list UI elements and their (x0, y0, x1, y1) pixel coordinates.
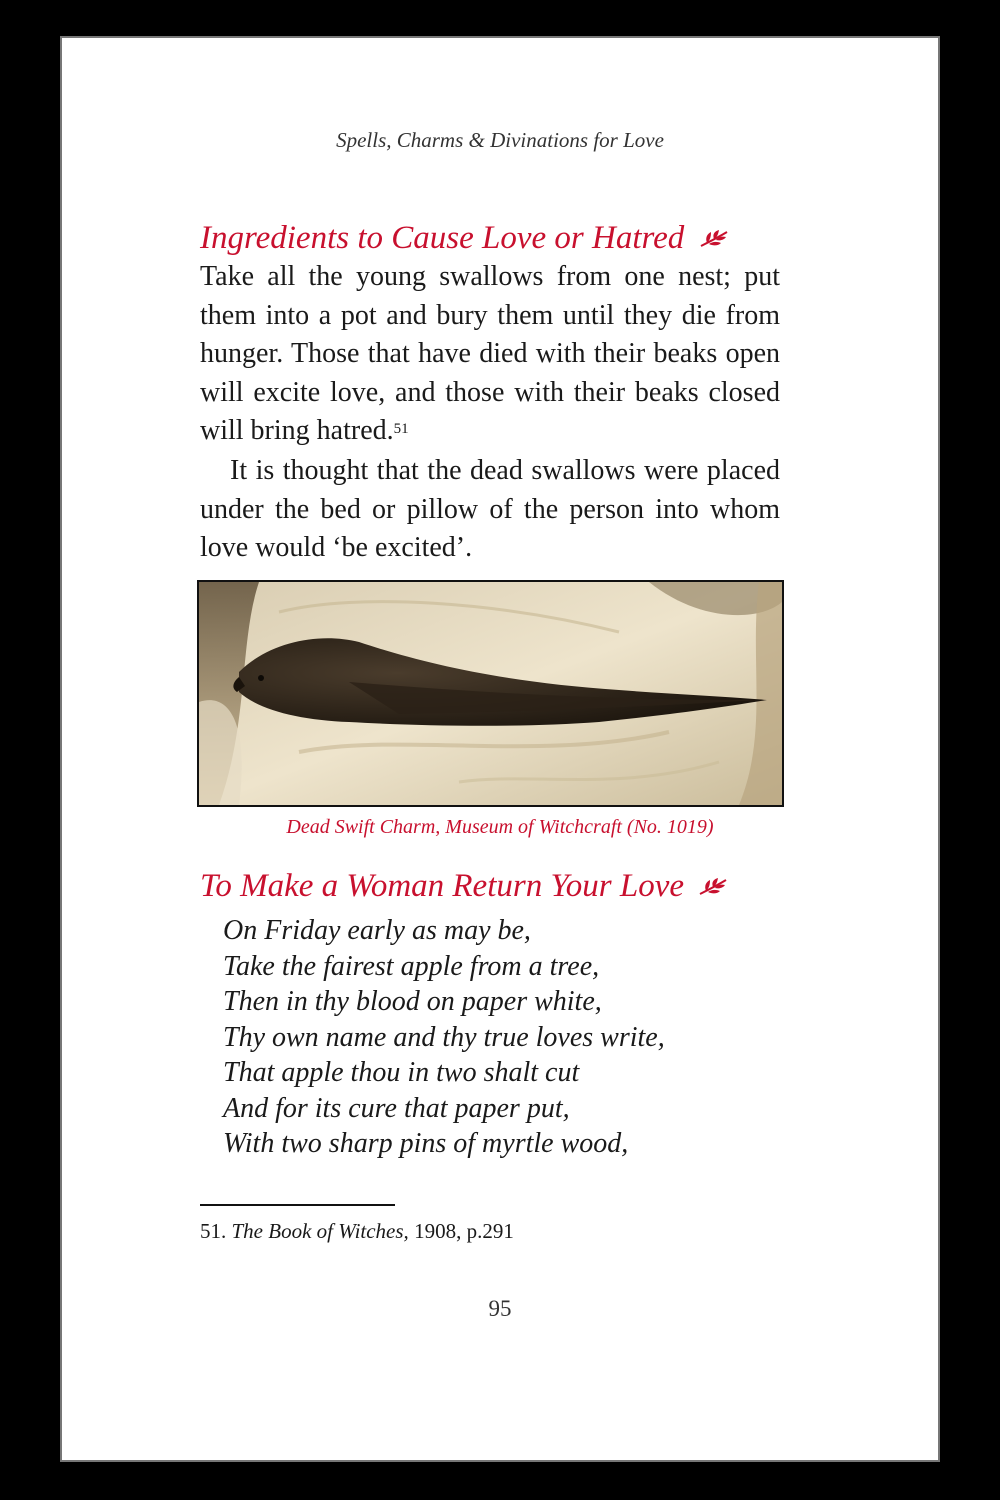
verse-line: Thy own name and thy true loves write, (223, 1021, 665, 1053)
paragraph-text: Take all the young swallows from one nest; put them into a pot and bury them until they die from hunger. Those that have died with their beaks open will excite love, and those with their beaks closed will bring hatred. (200, 261, 780, 446)
running-head: Spells, Charms & Divinations for Love (336, 128, 664, 152)
figure-caption: Dead Swift Charm, Museum of Witchcraft (No. 1019) (286, 816, 714, 838)
leaf-ornament-icon (699, 220, 729, 260)
footnote-title: The Book of Witches, (231, 1219, 409, 1243)
section-heading-ingredients (200, 218, 780, 260)
verse-line: On Friday early as may be, (223, 915, 531, 946)
dead-swift-photo (197, 580, 784, 807)
verse-block (223, 913, 783, 1162)
footnote-divider (200, 1204, 395, 1206)
footnote (200, 1219, 514, 1244)
section-heading-text: To Make a Woman Return Your Love (200, 868, 685, 904)
footnote-details: 1908, p.291 (414, 1219, 514, 1243)
verse-line: Then in thy blood on paper white, (223, 986, 602, 1017)
leaf-ornament-icon (698, 868, 728, 908)
section-heading-text: Ingredients to Cause Love or Hatred (200, 220, 685, 256)
verse-line: That apple thou in two shalt cut (223, 1057, 580, 1088)
verse-line: With two sharp pins of myrtle wood, (223, 1128, 629, 1159)
footnote-number: 51. (200, 1219, 227, 1243)
book-page (60, 36, 940, 1462)
footnote-reference[interactable]: 51 (393, 421, 409, 437)
verse-line: And for its cure that paper put, (223, 1092, 570, 1124)
page-number: 95 (488, 1296, 512, 1321)
paragraph-explanation: It is thought that the dead swallows were placed under the bed or pillow of the person into whom love would ‘be excited’. (200, 455, 780, 563)
section-heading-return-love (200, 866, 780, 908)
paragraph-swallows (200, 258, 780, 451)
verse-line: Take the fairest apple from a tree, (223, 950, 600, 982)
